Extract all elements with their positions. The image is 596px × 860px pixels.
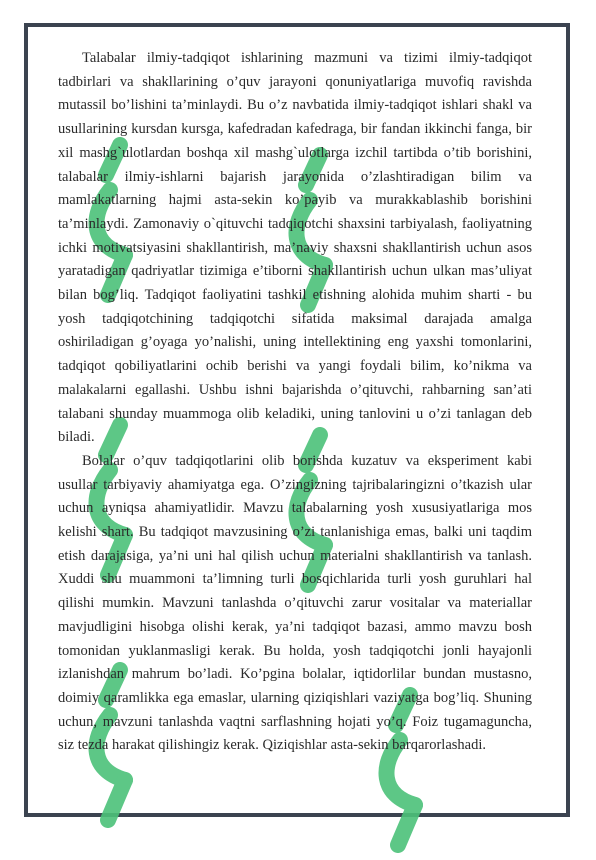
document-body — [58, 47, 532, 758]
paragraph-1: Talabalar ilmiy-tadqiqot ishlarining mazmuni va tizimi ilmiy-tadqiqot tadbirlari va shakllarining o’quv jarayoni qonuniyatlariga muvofiq ravishda mutassil bo’lishini ta’minlaydi. Bu o’z navbatida ilmiy-tadqiqot ishlari shakl va usullarining kursdan kursga, kafedradan kafedraga, bir fandan ikkinchi fanga, bir xil mashg`ulotlardan boshqa xil mashg`ulotlarga izchil tartibda o’tib borishini, talabalar ilmiy-ishlarni bajarish jarayonida o’zlashtiradigan bilim va mamlakatlarning hajmi asta-sekin ko’payib va murakkablashib borishini ta’minlaydi. Zamonaviy o`qituvchi tadqiqotchi shaxsini tarbiyalash, faoliyatning ichki motivatsiyasini shakllantirish, ma’naviy shaxsni shakllantirish uchun asos yaratadigan qadriyatlar tizimiga e’tiborni shakllantirish uchun ulkan mas’uliyat bilan bog’liq. Tadqiqot faoliyatini tashkil etishning alohida muhim sharti - bu yosh tadqiqotchining tadqiqotchi sifatida maksimal darajada amalga oshiriladigan g’oyaga yo’nalishi, uning intellektining eng yaxshi tomonlarini, tadqiqot qobiliyatlarini ochib berishi va yangi foydali bilim, ko’nikma va malakalarni egallashi. Ushbu ishni bajarishda o’qituvchi, rahbarning san’ati talabani shunday muammoga olib keladiki, uning tanlovini u o’zi tanlagan deb biladi. — [58, 50, 532, 446]
paragraph-2: Bolalar o’quv tadqiqotlarini olib borishda kuzatuv va eksperiment kabi usullar tarbiyaviy ahamiyatga ega. O’zingizning tajribalaringizni o’tkazish ular uchun ayniqsa ahamiyatlidir. Mavzu talabalarning yosh xususiyatlariga mos kelishi shart. Bu tadqiqot mavzusining o’zi tanlanishiga emas, balki uni taqdim etish darajasiga, ya’ni uni hal qilish uchun materialni shakllantirish va tanlash. Xuddi shu muammoni ta’limning turli bosqichlarida turli yosh guruhlari hal qilishi mumkin. Mavzuni tanlashda o’qituvchi zarur vositalar va materiallar mavjudligini hisobga olishi kerak, ya’ni tadqiqot bazasi, ammo mavzu bosh tomonidan yuklanmasligi kerak. Bu holda, yosh tadqiqotchi jonli hayajonli izlanishdan mahrum bo’ladi. Ko’pgina bolalar, iqtidorlilar bundan mustasno, doimiy qaramlikka ega emaslar, ularning qiziqishlari vaziyatga bog’liq. Shuning uchun, mavzuni tanlashda vaqtni sarflashning hojati yo’q. Foiz tugamaguncha, siz tezda harakat qilishingiz kerak. Qiziqishlar asta-sekin barqarorlashadi. — [58, 452, 532, 754]
